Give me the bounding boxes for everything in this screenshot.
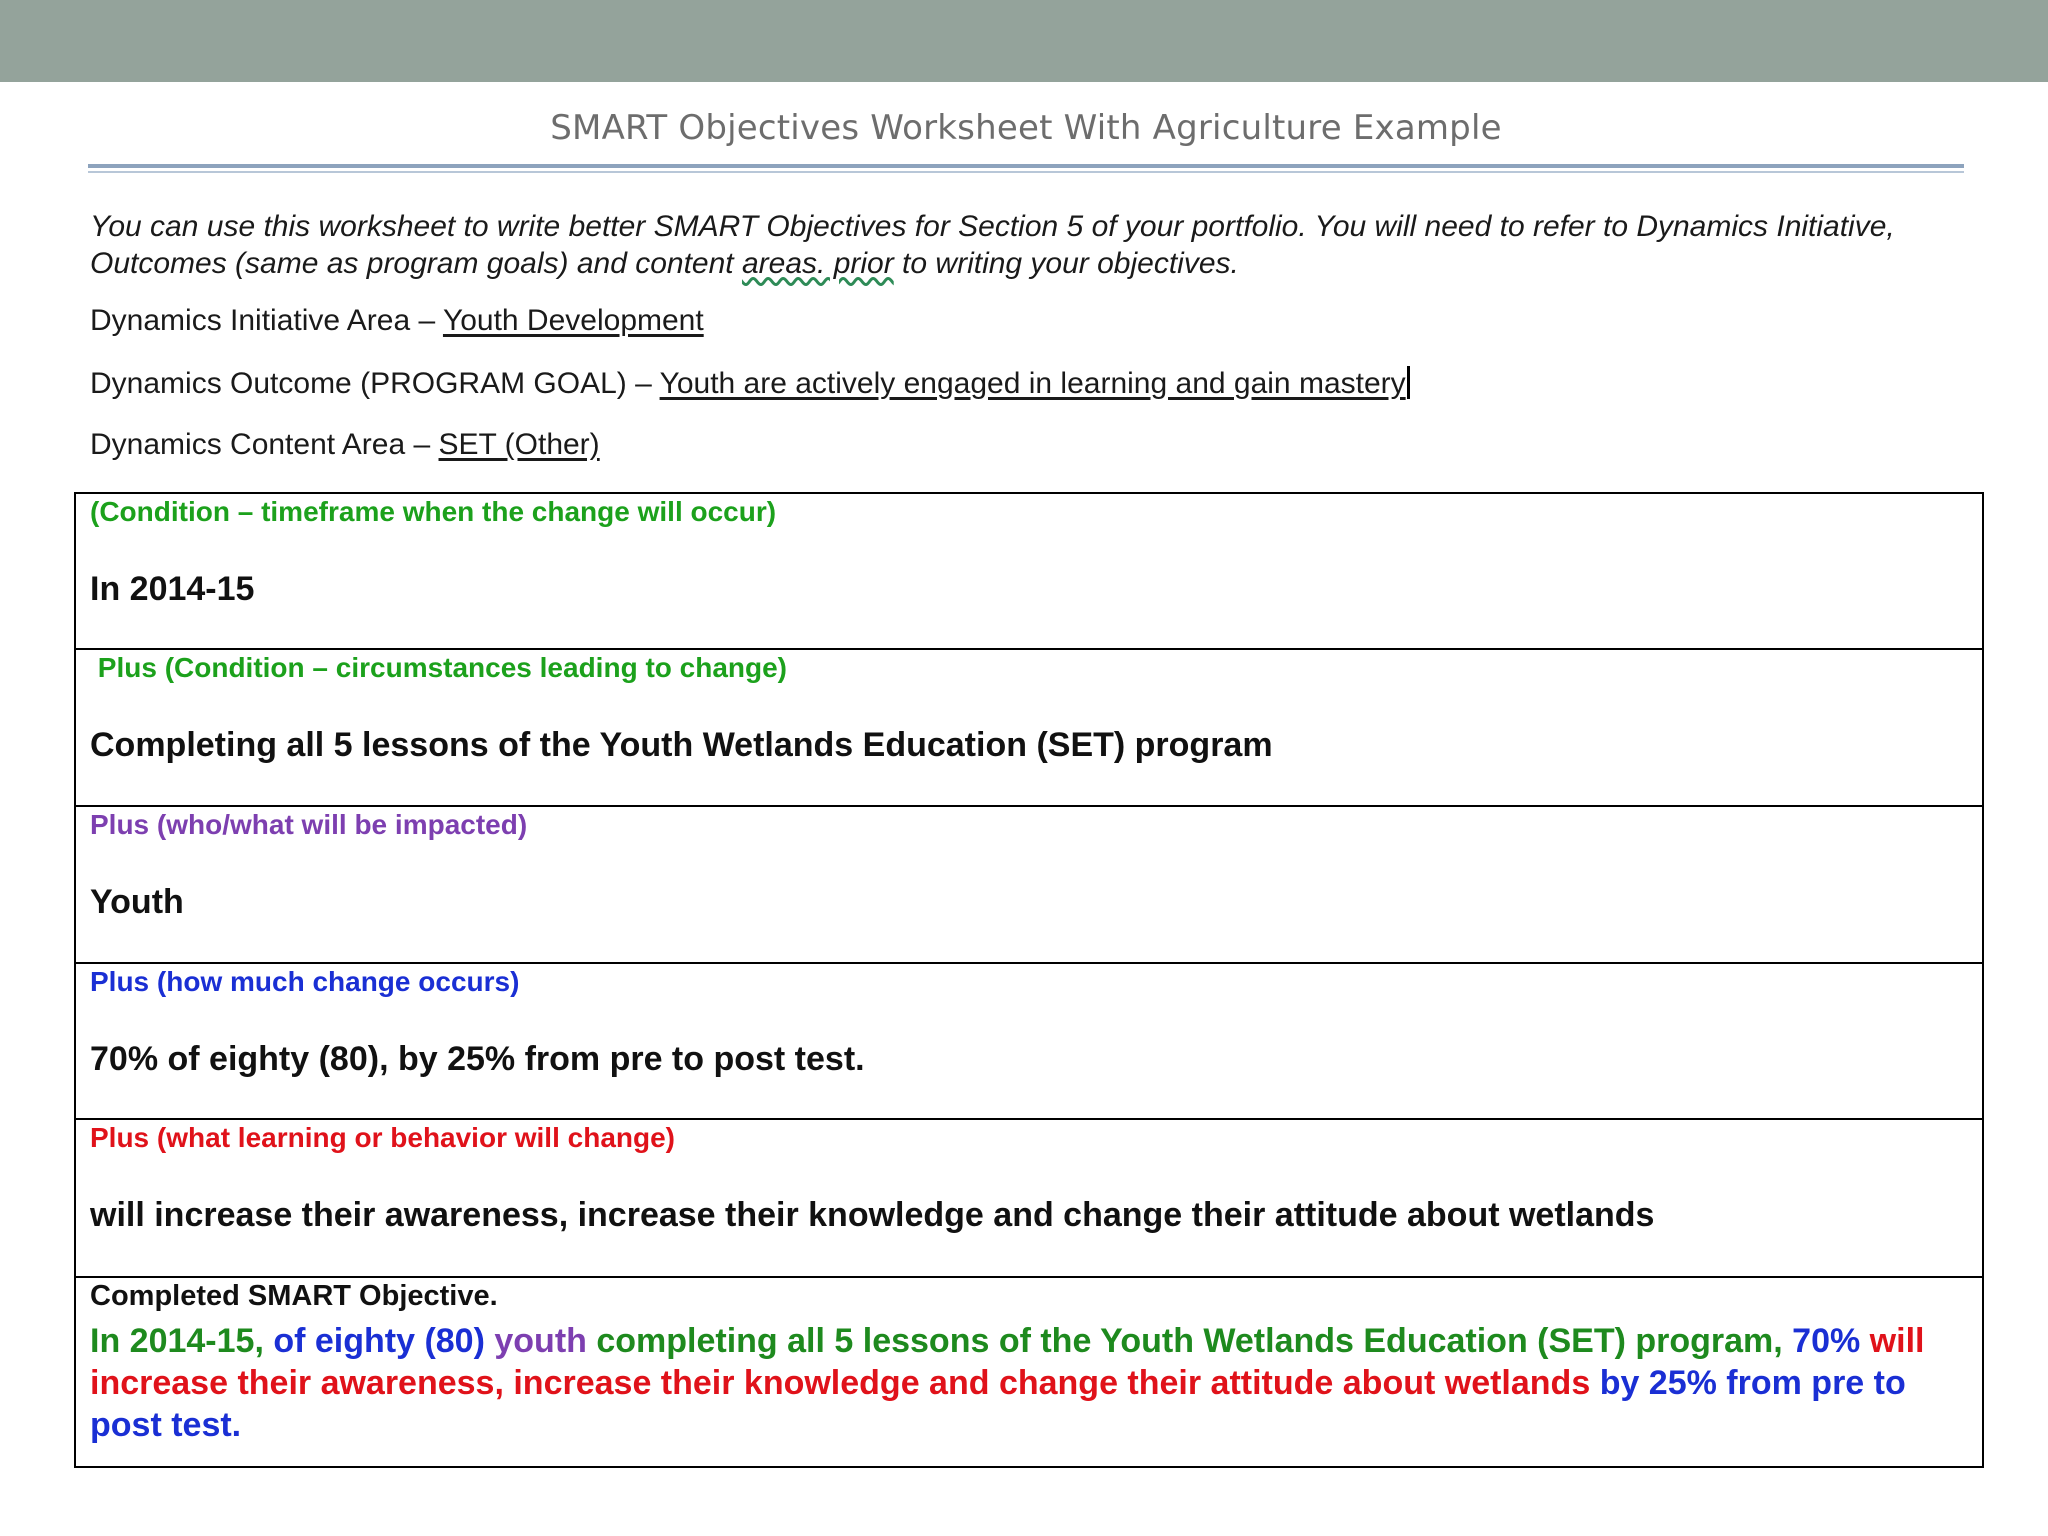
objective-part-timeframe: In 2014-15, [90,1322,274,1360]
row-what-will-change[interactable] [76,1120,1982,1278]
row-value: will increase their awareness, increase their knowledge and change their attitude about wetlands [90,1196,1655,1234]
objective-part-count: of eighty (80) [273,1322,495,1360]
intro-text-after: to writing your objectives. [893,247,1239,280]
objective-part-measure: by 25% from pre to post test. [90,1364,1906,1444]
smart-worksheet-table [74,492,1984,1468]
title-divider-thin [88,171,1964,173]
row-label: (Condition – timeframe when the change will occur) [90,496,777,527]
content-area-label: Dynamics Content Area – [90,428,439,461]
text-cursor [1407,366,1410,399]
objective-part-who: youth [494,1322,597,1360]
initiative-line [90,304,704,338]
row-value: In 2014-15 [90,570,255,608]
page-title: SMART Objectives Worksheet With Agriculture Example [550,108,1502,148]
content-area-value[interactable]: SET (Other) [438,428,600,461]
row-condition-timeframe[interactable] [76,494,1982,650]
outcome-label: Dynamics Outcome (PROGRAM GOAL) – [90,367,660,400]
row-condition-circumstances[interactable] [76,650,1982,807]
outcome-line [90,366,1410,401]
slide-header-bar [0,0,2048,82]
row-label: Plus (Condition – circumstances leading to change) [90,652,788,683]
content-area-line [90,428,600,462]
row-label: Plus (what learning or behavior will change) [90,1122,675,1153]
row-completed-objective[interactable] [76,1278,1982,1466]
row-how-much-change[interactable] [76,964,1982,1120]
row-value: Youth [90,883,184,921]
row-label: Plus (who/what will be impacted) [90,809,528,840]
initiative-value[interactable]: Youth Development [442,304,704,337]
completed-objective-label: Completed SMART Objective. [90,1280,498,1312]
row-label: Plus (how much change occurs) [90,966,520,997]
row-who-impacted[interactable] [76,807,1982,964]
initiative-label: Dynamics Initiative Area – [90,304,443,337]
objective-part-circumstance: completing all 5 lessons of the Youth Wetlands Education (SET) program, [596,1322,1793,1360]
outcome-value[interactable]: Youth are actively engaged in learning and gain mastery [659,367,1406,400]
objective-part-change: will increase their awareness, increase their knowledge and change their attitude about wetlands [90,1322,1925,1402]
completed-objective-text [90,1320,1960,1446]
title-divider [88,164,1964,168]
intro-paragraph [90,208,1950,282]
row-value: Completing all 5 lessons of the Youth Wetlands Education (SET) program [90,726,1273,764]
grammar-flagged-text[interactable]: areas. prior [741,247,894,280]
row-value: 70% of eighty (80), by 25% from pre to post test. [90,1040,865,1078]
intro-text-before: You can use this worksheet to write better SMART Objectives for Section 5 of your portfolio. You will need to refer to Dynamics Initiative, Outcomes (same as program goals) and content [90,210,1895,280]
objective-part-percent: 70% [1792,1322,1870,1360]
